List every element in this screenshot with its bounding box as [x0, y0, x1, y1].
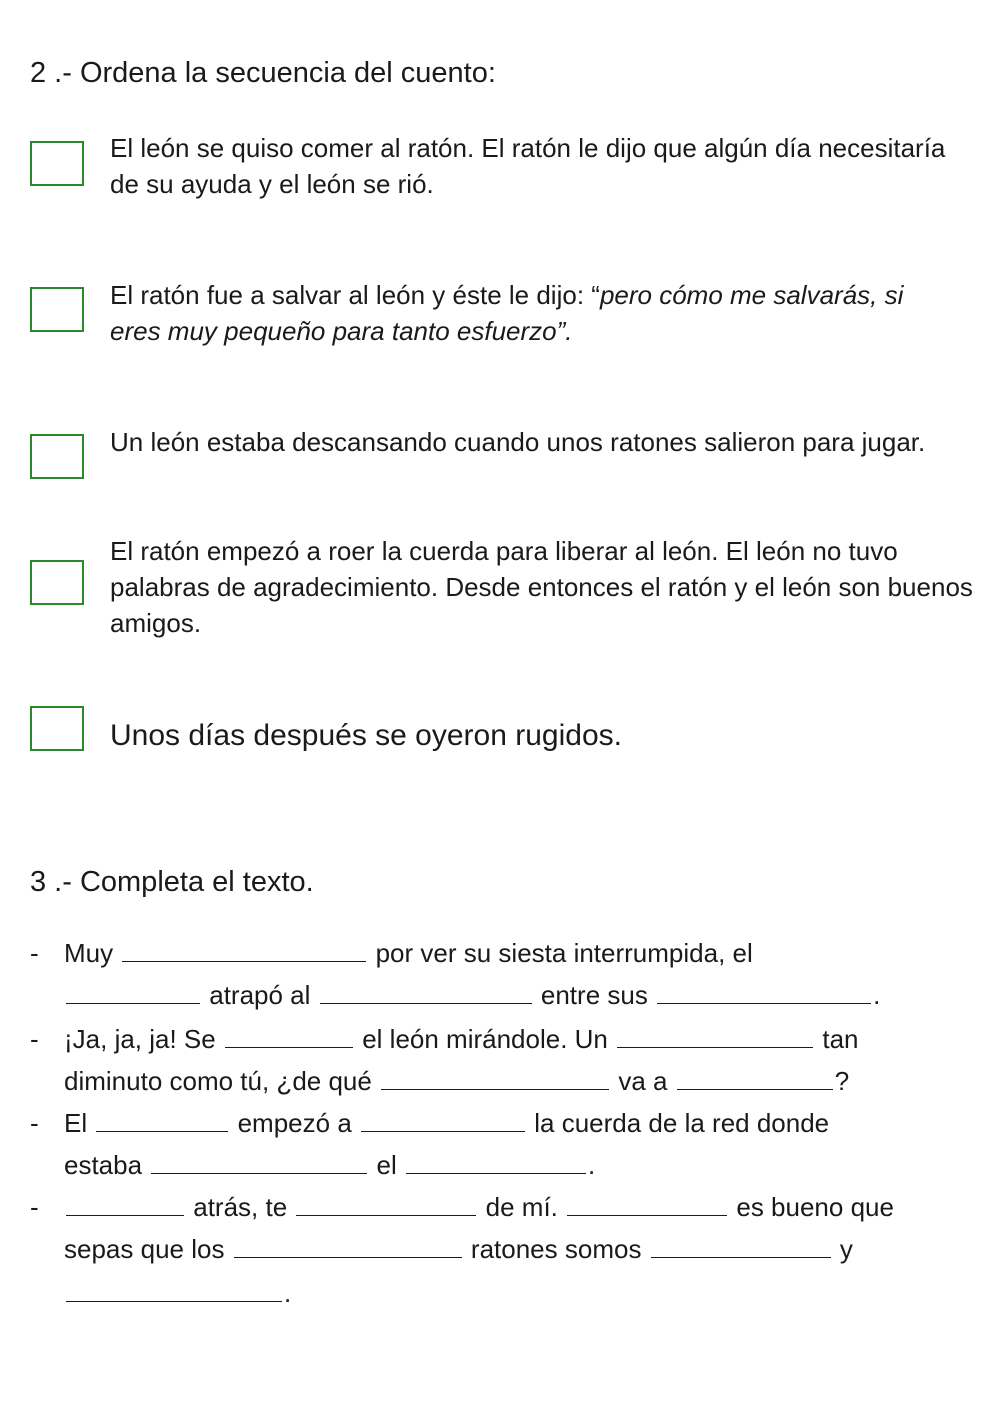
blank-field[interactable] [66, 981, 200, 1004]
story-item-2-quote: pero cómo me salvarás, si eres muy pequeño para tanto esfuerzo”. [110, 280, 904, 346]
text-segment: atrapó al [209, 980, 311, 1010]
section-2-title: 2 .- Ordena la secuencia del cuento: [30, 57, 496, 89]
text-segment: ratones somos [470, 1234, 642, 1264]
section-3-title: 3 .- Completa el texto. [30, 866, 314, 898]
text-segment: . [284, 1278, 292, 1308]
story-item-5: Unos días después se oyeron rugidos. [110, 719, 622, 752]
fill-line-4 [64, 1066, 849, 1096]
blank-field[interactable] [66, 1279, 282, 1302]
text-segment: diminuto como tú, ¿de qué [64, 1066, 372, 1096]
text-segment: entre sus [540, 980, 648, 1010]
blank-field[interactable] [320, 981, 532, 1004]
text-segment: la cuerda de la red donde [534, 1108, 830, 1138]
story-item-4: El ratón empezó a roer la cuerda para liberar al león. El león no tuvo palabras de agradecimiento. Desde entonces el ratón y el león son buenos amigos. [110, 536, 973, 638]
blank-field[interactable] [234, 1235, 462, 1258]
fill-line-7 [64, 1192, 894, 1222]
text-segment: atrás, te [193, 1192, 288, 1222]
text-segment: y [839, 1234, 853, 1264]
text-segment: el león mirándole. Un [362, 1024, 608, 1054]
text-segment: . [873, 980, 881, 1010]
blank-field[interactable] [225, 1025, 353, 1048]
text-segment: sepas que los [64, 1234, 225, 1264]
text-segment: . [588, 1150, 596, 1180]
fill-line-2 [64, 980, 880, 1010]
bullet-dash: - [30, 938, 39, 968]
blank-field[interactable] [96, 1109, 228, 1132]
blank-field[interactable] [122, 939, 366, 962]
text-segment: El [64, 1108, 88, 1138]
blank-field[interactable] [296, 1193, 476, 1216]
text-segment: ? [834, 1066, 850, 1096]
text-segment: va a [618, 1066, 668, 1096]
story-item-2-text: El ratón fue a salvar al león y éste le dijo: “ [110, 280, 600, 310]
blank-field[interactable] [651, 1235, 831, 1258]
bullet-dash: - [30, 1108, 39, 1138]
fill-line-9 [64, 1278, 291, 1308]
text-segment: por ver su siesta interrumpida, el [375, 938, 753, 968]
blank-field[interactable] [617, 1025, 813, 1048]
story-item-3: Un león estaba descansando cuando unos ratones salieron para jugar. [110, 427, 926, 457]
bullet-dash: - [30, 1192, 39, 1222]
order-box-1[interactable] [30, 141, 84, 186]
blank-field[interactable] [657, 981, 871, 1004]
order-box-2[interactable] [30, 287, 84, 332]
blank-field[interactable] [381, 1067, 609, 1090]
blank-field[interactable] [361, 1109, 525, 1132]
text-segment: tan [822, 1024, 859, 1054]
text-segment: Muy [64, 938, 114, 968]
bullet-dash: - [30, 1024, 39, 1054]
blank-field[interactable] [66, 1193, 184, 1216]
fill-line-8 [64, 1234, 853, 1264]
order-box-4[interactable] [30, 560, 84, 605]
blank-field[interactable] [151, 1151, 367, 1174]
story-item-1: El león se quiso comer al ratón. El ratón le dijo que algún día necesitaría de su ayuda y el león se rió. [110, 133, 946, 199]
text-segment: estaba [64, 1150, 143, 1180]
text-segment: es bueno que [736, 1192, 894, 1222]
blank-field[interactable] [677, 1067, 833, 1090]
blank-field[interactable] [406, 1151, 586, 1174]
text-segment: empezó a [237, 1108, 352, 1138]
fill-line-5 [64, 1108, 829, 1138]
text-segment: de mí. [485, 1192, 558, 1222]
text-segment: el [376, 1150, 397, 1180]
order-box-5[interactable] [30, 706, 84, 751]
text-segment: ¡Ja, ja, ja! Se [64, 1024, 216, 1054]
order-box-3[interactable] [30, 434, 84, 479]
fill-line-3 [64, 1024, 859, 1054]
story-item-2 [110, 277, 930, 349]
blank-field[interactable] [567, 1193, 727, 1216]
fill-line-1 [64, 938, 753, 968]
fill-line-6 [64, 1150, 595, 1180]
